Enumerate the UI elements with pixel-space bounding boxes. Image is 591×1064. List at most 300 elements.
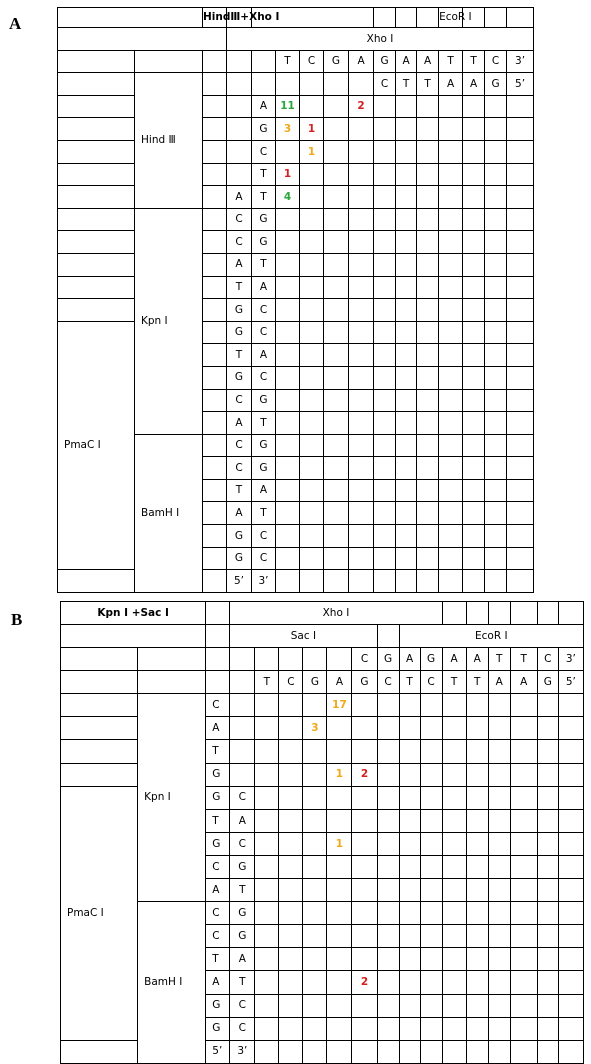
- empty-cell: [396, 570, 417, 593]
- empty-cell: [442, 602, 466, 625]
- empty-cell: [349, 434, 374, 457]
- empty-cell: [327, 902, 352, 925]
- empty-cell: [279, 717, 303, 740]
- empty-cell: [303, 925, 327, 948]
- empty-cell: [558, 717, 583, 740]
- empty-cell: [300, 570, 324, 593]
- empty-cell: [558, 971, 583, 994]
- empty-cell: [324, 434, 349, 457]
- empty-cell: [510, 1017, 537, 1040]
- empty-cell: [374, 208, 396, 231]
- table-cell: A: [349, 50, 374, 73]
- empty-cell: [488, 902, 510, 925]
- empty-cell: [58, 163, 135, 186]
- empty-cell: [417, 140, 439, 163]
- table-row: [58, 276, 534, 299]
- table-cell: PmaC Ⅰ: [61, 786, 138, 1040]
- empty-cell: [327, 925, 352, 948]
- empty-cell: [324, 118, 349, 141]
- empty-cell: [558, 763, 583, 786]
- empty-cell: [279, 763, 303, 786]
- empty-cell: [463, 434, 485, 457]
- table-cell: T: [510, 648, 537, 671]
- empty-cell: [510, 948, 537, 971]
- empty-cell: [485, 434, 507, 457]
- empty-cell: [439, 231, 463, 254]
- table-cell: C: [227, 208, 252, 231]
- empty-cell: [399, 832, 420, 855]
- empty-cell: [374, 163, 396, 186]
- empty-cell: [510, 602, 537, 625]
- empty-cell: [327, 786, 352, 809]
- empty-cell: [227, 73, 252, 96]
- empty-cell: [352, 809, 377, 832]
- empty-cell: [58, 186, 135, 209]
- empty-cell: [396, 140, 417, 163]
- empty-cell: [399, 994, 420, 1017]
- empty-cell: [279, 994, 303, 1017]
- table-cell: C: [374, 73, 396, 96]
- empty-cell: [324, 412, 349, 435]
- empty-cell: [230, 717, 255, 740]
- empty-cell: [466, 602, 488, 625]
- table-cell: T: [439, 50, 463, 73]
- empty-cell: [420, 717, 442, 740]
- table-cell: C: [206, 902, 230, 925]
- empty-cell: [558, 879, 583, 902]
- empty-cell: [230, 763, 255, 786]
- empty-cell: [510, 994, 537, 1017]
- empty-cell: [303, 971, 327, 994]
- empty-cell: [463, 479, 485, 502]
- empty-cell: [420, 1040, 442, 1063]
- empty-cell: [488, 948, 510, 971]
- empty-cell: [203, 95, 227, 118]
- empty-cell: [463, 231, 485, 254]
- empty-cell: [58, 570, 135, 593]
- empty-cell: [537, 809, 558, 832]
- table-cell: A: [206, 879, 230, 902]
- empty-cell: [399, 763, 420, 786]
- empty-cell: [558, 1017, 583, 1040]
- table-row: [58, 321, 534, 344]
- empty-cell: [377, 717, 399, 740]
- table-cell: Sac Ⅰ: [230, 625, 377, 648]
- empty-cell: [488, 832, 510, 855]
- table-row: [58, 570, 534, 593]
- empty-cell: [537, 948, 558, 971]
- empty-cell: [303, 809, 327, 832]
- empty-cell: [279, 832, 303, 855]
- empty-cell: [203, 299, 227, 322]
- empty-cell: [303, 1040, 327, 1063]
- table-row: [61, 648, 584, 671]
- empty-cell: [324, 389, 349, 412]
- empty-cell: [396, 186, 417, 209]
- empty-cell: [420, 740, 442, 763]
- empty-cell: [58, 73, 135, 96]
- table-cell: T: [396, 73, 417, 96]
- empty-cell: [324, 502, 349, 525]
- table-cell: 5’: [227, 570, 252, 593]
- table-cell: G: [206, 1017, 230, 1040]
- empty-cell: [303, 994, 327, 1017]
- empty-cell: [349, 140, 374, 163]
- table-cell: 5’: [206, 1040, 230, 1063]
- empty-cell: [352, 994, 377, 1017]
- table-cell: C: [300, 50, 324, 73]
- empty-cell: [203, 412, 227, 435]
- empty-cell: [439, 299, 463, 322]
- empty-cell: [374, 344, 396, 367]
- empty-cell: [61, 740, 138, 763]
- table-row: [58, 186, 534, 209]
- table-cell: T: [463, 50, 485, 73]
- empty-cell: [349, 366, 374, 389]
- empty-cell: [327, 809, 352, 832]
- empty-cell: [488, 879, 510, 902]
- empty-cell: [558, 740, 583, 763]
- empty-cell: [327, 948, 352, 971]
- empty-cell: [374, 570, 396, 593]
- empty-cell: [485, 208, 507, 231]
- empty-cell: [488, 740, 510, 763]
- empty-cell: [324, 321, 349, 344]
- empty-cell: [439, 389, 463, 412]
- empty-cell: [439, 321, 463, 344]
- empty-cell: [138, 648, 206, 671]
- empty-cell: [420, 786, 442, 809]
- table-cell: G: [227, 321, 252, 344]
- empty-cell: [255, 855, 279, 878]
- empty-cell: [349, 412, 374, 435]
- empty-cell: [203, 276, 227, 299]
- empty-cell: [463, 321, 485, 344]
- empty-cell: [507, 231, 534, 254]
- empty-cell: [300, 412, 324, 435]
- empty-cell: [61, 717, 138, 740]
- table-cell: Hind Ⅲ: [135, 73, 203, 209]
- table-cell: A: [439, 73, 463, 96]
- empty-cell: [279, 925, 303, 948]
- empty-cell: [396, 412, 417, 435]
- empty-cell: [417, 208, 439, 231]
- empty-cell: [396, 344, 417, 367]
- empty-cell: [537, 925, 558, 948]
- empty-cell: [488, 971, 510, 994]
- table-cell: Xho Ⅰ: [230, 602, 442, 625]
- empty-cell: [203, 457, 227, 480]
- table-cell: EcoR Ⅰ: [439, 8, 463, 28]
- empty-cell: [203, 50, 227, 73]
- empty-cell: [420, 879, 442, 902]
- empty-cell: [439, 140, 463, 163]
- empty-cell: [349, 299, 374, 322]
- empty-cell: [349, 276, 374, 299]
- empty-cell: [466, 902, 488, 925]
- empty-cell: [507, 389, 534, 412]
- empty-cell: [203, 502, 227, 525]
- empty-cell: [510, 925, 537, 948]
- empty-cell: [420, 855, 442, 878]
- empty-cell: [510, 1040, 537, 1063]
- empty-cell: [488, 786, 510, 809]
- empty-cell: [442, 832, 466, 855]
- empty-cell: [352, 925, 377, 948]
- empty-cell: [507, 321, 534, 344]
- empty-cell: [417, 299, 439, 322]
- empty-cell: [485, 525, 507, 548]
- empty-cell: [396, 525, 417, 548]
- empty-cell: [374, 502, 396, 525]
- empty-cell: [279, 948, 303, 971]
- table-cell: G: [252, 389, 276, 412]
- empty-cell: [396, 231, 417, 254]
- empty-cell: [377, 948, 399, 971]
- empty-cell: [417, 366, 439, 389]
- table-cell: A: [206, 717, 230, 740]
- table-cell: A: [399, 648, 420, 671]
- empty-cell: [396, 299, 417, 322]
- empty-cell: [61, 1040, 138, 1063]
- table-cell: C: [230, 786, 255, 809]
- table-cell: 3’: [252, 570, 276, 593]
- empty-cell: [276, 547, 300, 570]
- empty-cell: [537, 1040, 558, 1063]
- empty-cell: [352, 786, 377, 809]
- empty-cell: [324, 547, 349, 570]
- count-cell: 17: [327, 694, 352, 717]
- table-cell: G: [377, 648, 399, 671]
- empty-cell: [558, 786, 583, 809]
- empty-cell: [442, 694, 466, 717]
- empty-cell: [466, 763, 488, 786]
- empty-cell: [488, 925, 510, 948]
- empty-cell: [466, 694, 488, 717]
- empty-cell: [439, 525, 463, 548]
- table-cell: A: [510, 671, 537, 694]
- table-cell: Kpn Ⅰ: [138, 694, 206, 902]
- empty-cell: [417, 231, 439, 254]
- table-cell: C: [352, 648, 377, 671]
- empty-cell: [399, 786, 420, 809]
- empty-cell: [61, 648, 138, 671]
- empty-cell: [442, 809, 466, 832]
- panel-b-table: [60, 601, 584, 1064]
- table-cell: T: [227, 344, 252, 367]
- empty-cell: [324, 457, 349, 480]
- empty-cell: [507, 253, 534, 276]
- table-cell: C: [206, 855, 230, 878]
- empty-cell: [138, 671, 206, 694]
- empty-cell: [396, 434, 417, 457]
- empty-cell: [349, 502, 374, 525]
- empty-cell: [374, 457, 396, 480]
- empty-cell: [230, 648, 255, 671]
- empty-cell: [349, 118, 374, 141]
- empty-cell: [374, 95, 396, 118]
- empty-cell: [485, 321, 507, 344]
- table-cell: G: [227, 525, 252, 548]
- table-cell: 3’: [507, 50, 534, 73]
- empty-cell: [510, 902, 537, 925]
- empty-cell: [255, 648, 279, 671]
- empty-cell: [300, 208, 324, 231]
- empty-cell: [537, 602, 558, 625]
- table-cell: C: [485, 50, 507, 73]
- empty-cell: [276, 479, 300, 502]
- table-cell: T: [252, 253, 276, 276]
- empty-cell: [374, 140, 396, 163]
- empty-cell: [255, 971, 279, 994]
- table-cell: C: [279, 671, 303, 694]
- empty-cell: [349, 570, 374, 593]
- empty-cell: [276, 253, 300, 276]
- table-cell: A: [252, 95, 276, 118]
- panel-a-letter: A: [9, 14, 22, 33]
- empty-cell: [276, 231, 300, 254]
- empty-cell: [507, 502, 534, 525]
- empty-cell: [439, 208, 463, 231]
- table-cell: T: [255, 671, 279, 694]
- empty-cell: [203, 231, 227, 254]
- empty-cell: [442, 1017, 466, 1040]
- empty-cell: [300, 547, 324, 570]
- empty-cell: [203, 389, 227, 412]
- empty-cell: [377, 971, 399, 994]
- empty-cell: [558, 694, 583, 717]
- empty-cell: [488, 994, 510, 1017]
- empty-cell: [537, 855, 558, 878]
- empty-cell: [399, 717, 420, 740]
- table-row: [61, 694, 584, 717]
- empty-cell: [352, 717, 377, 740]
- empty-cell: [203, 208, 227, 231]
- empty-cell: [303, 763, 327, 786]
- table-cell: G: [252, 457, 276, 480]
- empty-cell: [303, 902, 327, 925]
- empty-cell: [255, 786, 279, 809]
- empty-cell: [324, 163, 349, 186]
- empty-cell: [279, 902, 303, 925]
- empty-cell: [58, 95, 135, 118]
- panel-a-table: [57, 7, 534, 593]
- empty-cell: [463, 299, 485, 322]
- empty-cell: [417, 253, 439, 276]
- empty-cell: [485, 479, 507, 502]
- empty-cell: [203, 163, 227, 186]
- empty-cell: [303, 832, 327, 855]
- empty-cell: [300, 389, 324, 412]
- empty-cell: [352, 1017, 377, 1040]
- empty-cell: [466, 1017, 488, 1040]
- empty-cell: [558, 948, 583, 971]
- empty-cell: [463, 457, 485, 480]
- empty-cell: [485, 231, 507, 254]
- empty-cell: [324, 299, 349, 322]
- table-cell: T: [227, 276, 252, 299]
- empty-cell: [463, 140, 485, 163]
- empty-cell: [324, 344, 349, 367]
- table-cell: G: [230, 902, 255, 925]
- empty-cell: [255, 902, 279, 925]
- empty-cell: [374, 299, 396, 322]
- empty-cell: [507, 186, 534, 209]
- empty-cell: [442, 740, 466, 763]
- empty-cell: [463, 276, 485, 299]
- empty-cell: [485, 276, 507, 299]
- empty-cell: [327, 879, 352, 902]
- empty-cell: [558, 925, 583, 948]
- empty-cell: [324, 208, 349, 231]
- table-cell: A: [227, 412, 252, 435]
- empty-cell: [324, 366, 349, 389]
- table-cell: G: [206, 786, 230, 809]
- table-cell: C: [227, 457, 252, 480]
- empty-cell: [374, 321, 396, 344]
- empty-cell: [279, 1040, 303, 1063]
- empty-cell: [324, 231, 349, 254]
- empty-cell: [510, 971, 537, 994]
- empty-cell: [399, 971, 420, 994]
- empty-cell: [300, 163, 324, 186]
- empty-cell: [417, 457, 439, 480]
- table-cell: T: [276, 50, 300, 73]
- empty-cell: [488, 1017, 510, 1040]
- empty-cell: [327, 1017, 352, 1040]
- empty-cell: [276, 276, 300, 299]
- empty-cell: [374, 434, 396, 457]
- empty-cell: [276, 412, 300, 435]
- empty-cell: [203, 118, 227, 141]
- empty-cell: [488, 1040, 510, 1063]
- table-cell: G: [374, 50, 396, 73]
- empty-cell: [324, 186, 349, 209]
- empty-cell: [255, 740, 279, 763]
- count-cell: 2: [352, 763, 377, 786]
- table-cell: A: [227, 253, 252, 276]
- empty-cell: [300, 434, 324, 457]
- empty-cell: [203, 547, 227, 570]
- empty-cell: [439, 186, 463, 209]
- table-cell: A: [252, 276, 276, 299]
- empty-cell: [352, 1040, 377, 1063]
- table-cell: BamH Ⅰ: [138, 902, 206, 1064]
- empty-cell: [537, 994, 558, 1017]
- empty-cell: [327, 1040, 352, 1063]
- empty-cell: [399, 1040, 420, 1063]
- table-cell: A: [417, 50, 439, 73]
- empty-cell: [396, 253, 417, 276]
- empty-cell: [442, 879, 466, 902]
- table-cell: G: [485, 73, 507, 96]
- empty-cell: [303, 948, 327, 971]
- empty-cell: [420, 994, 442, 1017]
- empty-cell: [485, 95, 507, 118]
- empty-cell: [255, 948, 279, 971]
- empty-cell: [279, 648, 303, 671]
- empty-cell: [442, 1040, 466, 1063]
- empty-cell: [466, 1040, 488, 1063]
- empty-cell: [442, 717, 466, 740]
- empty-cell: [466, 879, 488, 902]
- empty-cell: [300, 321, 324, 344]
- table-cell: C: [206, 694, 230, 717]
- table-row: [58, 8, 534, 28]
- empty-cell: [377, 879, 399, 902]
- empty-cell: [374, 547, 396, 570]
- empty-cell: [377, 902, 399, 925]
